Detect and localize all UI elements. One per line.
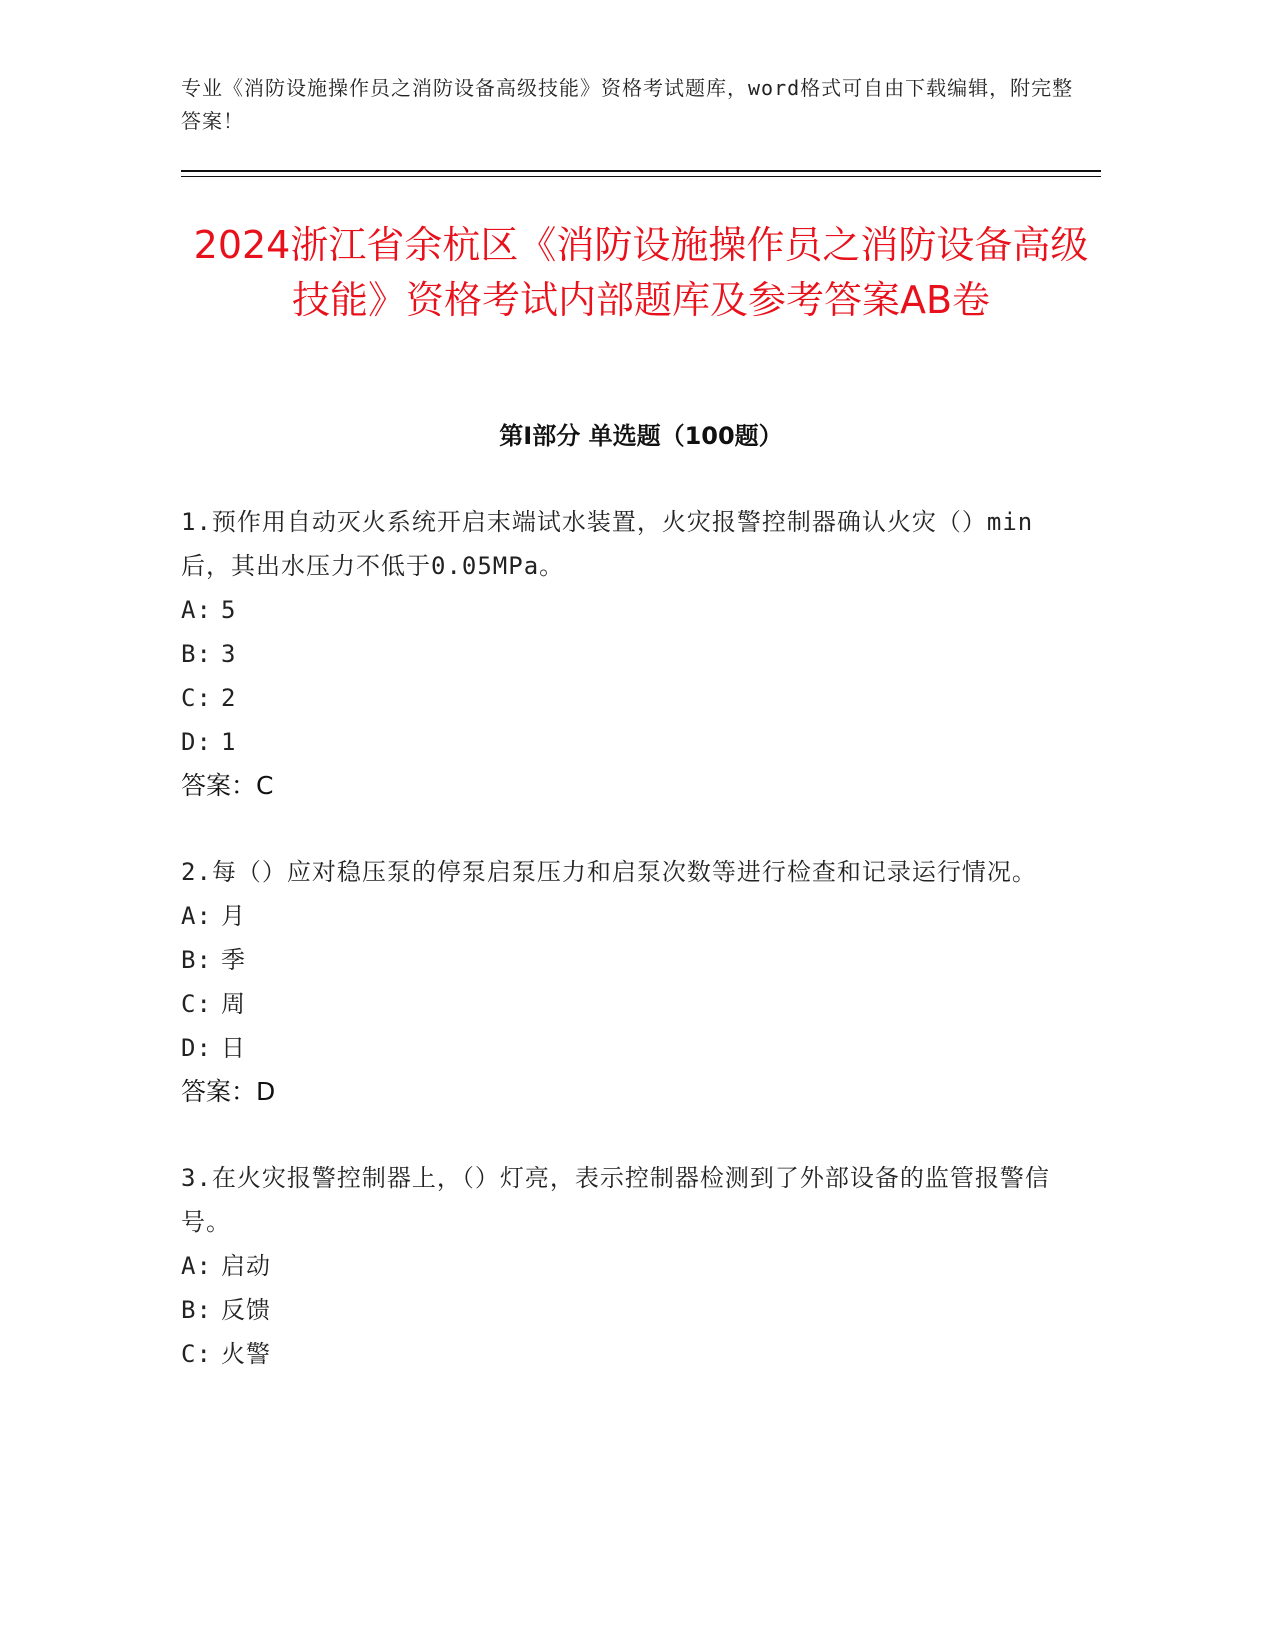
question-answer: 答案：D: [181, 1077, 276, 1106]
option-key: D:: [181, 1034, 212, 1062]
option-key: D:: [181, 728, 212, 756]
question-answer: 答案：C: [181, 771, 274, 800]
option-key: C:: [181, 684, 212, 712]
option-text: 季: [221, 946, 246, 974]
option-key: A:: [181, 1252, 212, 1280]
option-text: 火警: [221, 1340, 271, 1368]
question-option: [181, 1244, 1061, 1288]
question-stem: 2.每（）应对稳压泵的停泵启泵压力和启泵次数等进行检查和记录运行情况。: [181, 858, 1037, 886]
question-item: [181, 1156, 1061, 1376]
question-option: [181, 894, 1061, 938]
option-key: A:: [181, 902, 212, 930]
header-divider: [181, 170, 1101, 172]
question-item: [181, 850, 1061, 1114]
question-option: [181, 720, 1061, 764]
option-text: 反馈: [221, 1296, 271, 1324]
option-key: A:: [181, 596, 212, 624]
question-option: [181, 1026, 1061, 1070]
option-text: 日: [221, 1034, 246, 1062]
question-option: [181, 588, 1061, 632]
option-key: B:: [181, 946, 212, 974]
option-key: C:: [181, 990, 212, 1018]
question-item: [181, 500, 1061, 808]
option-key: C:: [181, 1340, 212, 1368]
question-option: [181, 982, 1061, 1026]
option-text: 月: [221, 902, 246, 930]
option-key: B:: [181, 640, 212, 668]
option-text: 启动: [221, 1252, 271, 1280]
section-heading: 第I部分 单选题（100题）: [499, 422, 783, 450]
option-text: 5: [221, 596, 237, 624]
option-text: 周: [221, 990, 246, 1018]
question-stem: 1.预作用自动灭火系统开启末端试水装置，火灾报警控制器确认火灾（）min后，其出水压力不低于0.05MPa。: [181, 508, 1034, 580]
question-option: [181, 938, 1061, 982]
header-note: 专业《消防设施操作员之消防设备高级技能》资格考试题库，word格式可自由下载编辑，附完整答案！: [181, 76, 1074, 133]
question-list: [181, 500, 1061, 1418]
option-text: 3: [221, 640, 237, 668]
question-stem: 3.在火灾报警控制器上，（）灯亮，表示控制器检测到了外部设备的监管报警信号。: [181, 1164, 1050, 1236]
question-option: [181, 1332, 1061, 1376]
option-text: 1: [221, 728, 237, 756]
question-option: [181, 676, 1061, 720]
header-divider-thin: [181, 176, 1101, 177]
option-text: 2: [221, 684, 237, 712]
question-option: [181, 632, 1061, 676]
document-title: 2024浙江省余杭区《消防设施操作员之消防设备高级技能》资格考试内部题库及参考答案AB卷: [193, 223, 1089, 322]
option-key: B:: [181, 1296, 212, 1324]
question-option: [181, 1288, 1061, 1332]
